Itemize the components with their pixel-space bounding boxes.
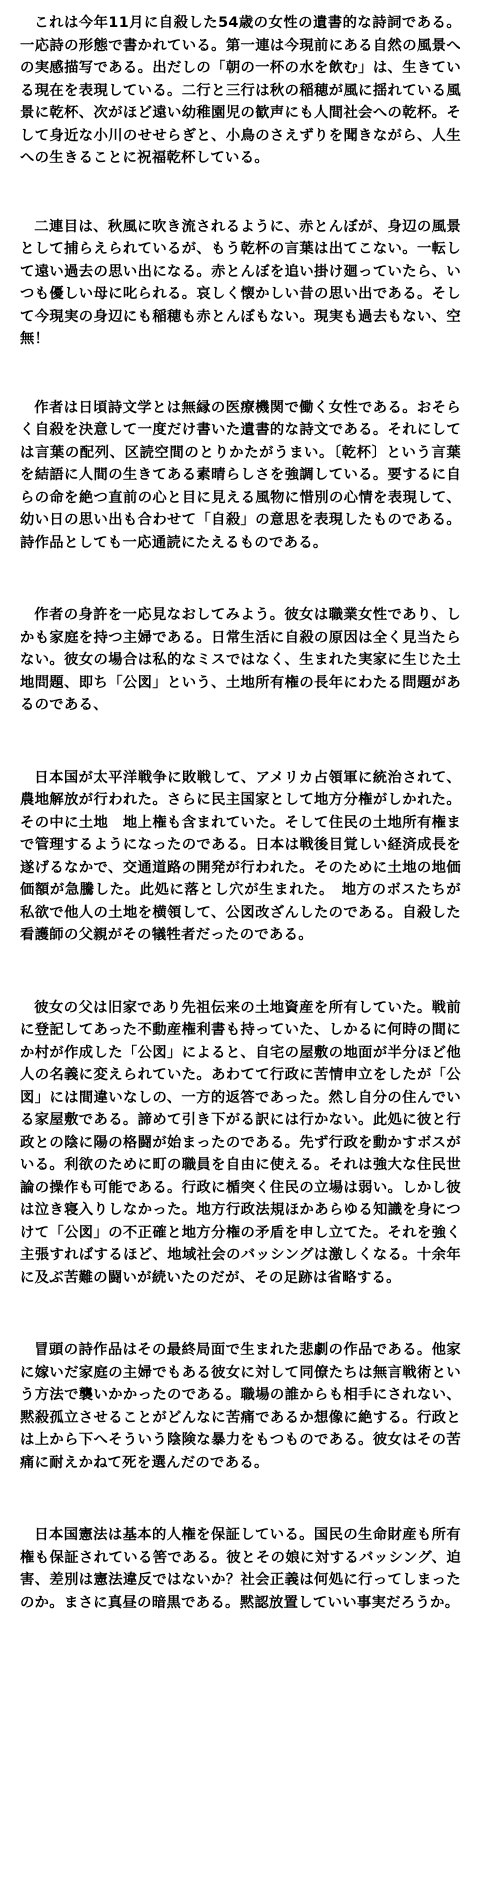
paragraph-spacer	[20, 717, 461, 767]
paragraph-spacer	[20, 1474, 461, 1524]
paragraph-7: 冒頭の詩作品はその最終局面で生まれた悲劇の作品である。他家に嫁いだ家庭の主婦でもある彼女に対して同僚たちは無言戦術という方法で襲いかかったのである。職場の誰からも相手にされない、黙殺孤立させることがどんなに苦痛であるか想像に絶する。行政とは上から下へそういう陰険な暴力をもつものである。彼女はその苦痛に耐えかねて死を選んだのである。	[20, 1342, 461, 1471]
paragraph-spacer	[20, 1289, 461, 1339]
paragraph-spacer	[20, 351, 461, 397]
paragraph-2: 二連目は、秋風に吹き流されるように、赤とんぼが、身辺の風景として捕らえられているが、もう乾杯の言葉は出てこない。一転して遠い過去の思い出になる。赤とんぼを追い掛け廻っていたら、いつも優しい母に叱られる。哀しく懐かしい昔の思い出である。そして今現実の身辺にも稲穂も赤とんぼもない。現実も過去もない、空無！	[20, 218, 461, 347]
paragraph-1: これは今年11月に自殺した54歳の女性の遺書的な詩詞である。一応詩の形態で書かれている。第一連は今現前にある自然の風景への実感描写である。出だしの「朝の一杯の水を飲む」は、生きている現在を表現している。二行と三行は秋の稲穂が風に揺れている風景に乾杯、次がほど遠い幼稚園児の歓声にも人間社会への乾杯。そして身近な小川のせせらぎと、小鳥のさえずりを聞きながら、人生への生きることに祝福乾杯している。	[20, 15, 461, 166]
paragraph-spacer	[20, 947, 461, 997]
paragraph-3: 作者は日頃詩文学とは無縁の医療機関で働く女性である。おそらく自殺を決意して一度だけ書いた遺書的な詩文である。それにしては言葉の配列、区読空間のとりかたがうまい。〔乾杯〕という言葉を結語に人間の生きてある素晴らしさを強調している。要するに自らの命を絶つ直前の心と目に見える風物に惜別の心情を表現して、幼い日の思い出も合わせて「自殺」の意思を表現したものである。詩作品としても一応通読にたえるものである。	[20, 399, 461, 551]
paragraph-5: 日本国が太平洋戦争に敗戦して、アメリカ占領軍に統治されて、農地解放が行われた。さらに民主国家として地方分権がしかれた。その中に土地 地上権も含まれていた。そして住民の土地所有権まで管理するようになったのである。日本は戦後目覚しい経済成長を遂げるなかで、交通道路の開発が行われた。そのために土地の地価価額が急騰した。此処に落とし穴が生まれた。 地方のボスたちが私欲で他人の土地を横領して、公図改ざんしたのである。自殺した看護師の父親がその犠牲者だったのである。	[20, 769, 461, 943]
paragraph-4: 作者の身許を一応見なおしてみよう。彼女は職業女性であり、しかも家庭を持つ主婦である。日常生活に自殺の原因は全く見当たらない。彼女の場合は私的なミスではなく、生まれた実家に生じた土地問題、即ち「公図」という、土地所有権の長年にわたる問題があるのである、	[20, 607, 461, 713]
paragraph-8: 日本国憲法は基本的人権を保証している。国民の生命財産も所有権も保証されている筈である。彼とその娘に対するバッシング、迫害、差別は憲法違反ではないか？社会正義は何処に行ってしまったのか。まさに真昼の暗黒である。黙認放置していい事実だろうか。	[20, 1527, 461, 1611]
paragraph-spacer	[20, 554, 461, 604]
paragraph-spacer	[20, 170, 461, 216]
paragraph-6: 彼女の父は旧家であり先祖伝来の土地資産を所有していた。戦前に登記してあった不動産権利書も持っていた、しかるに何時の間にか村が作成した「公図」によると、自宅の屋敷の地面が半分ほど他人の名義に変えられていた。あわてて行政に苦情申立をしたが「公図」には間違いなしの、一方的返答であった。然し自分の住んでいる家屋敷である。諦めて引き下がる訳には行かない。此処に彼と行政との陰に陽の格闘が始まったのである。先ず行政を動かすボスがいる。利欲のために町の職員を自由に使える。それは強大な住民世論の操作も可能である。行政に楯突く住民の立場は弱い。しかし彼は泣き寝入りしなかった。地方行政法規ほかあらゆる知識を身につけて「公図」の不正確と地方分権の矛盾を申し立てた。それを強く主張すればするほど、地域社会のバッシングは激しくなる。十余年に及ぶ苦難の闘いが続いたのだが、その足跡は省略する。	[20, 999, 461, 1286]
